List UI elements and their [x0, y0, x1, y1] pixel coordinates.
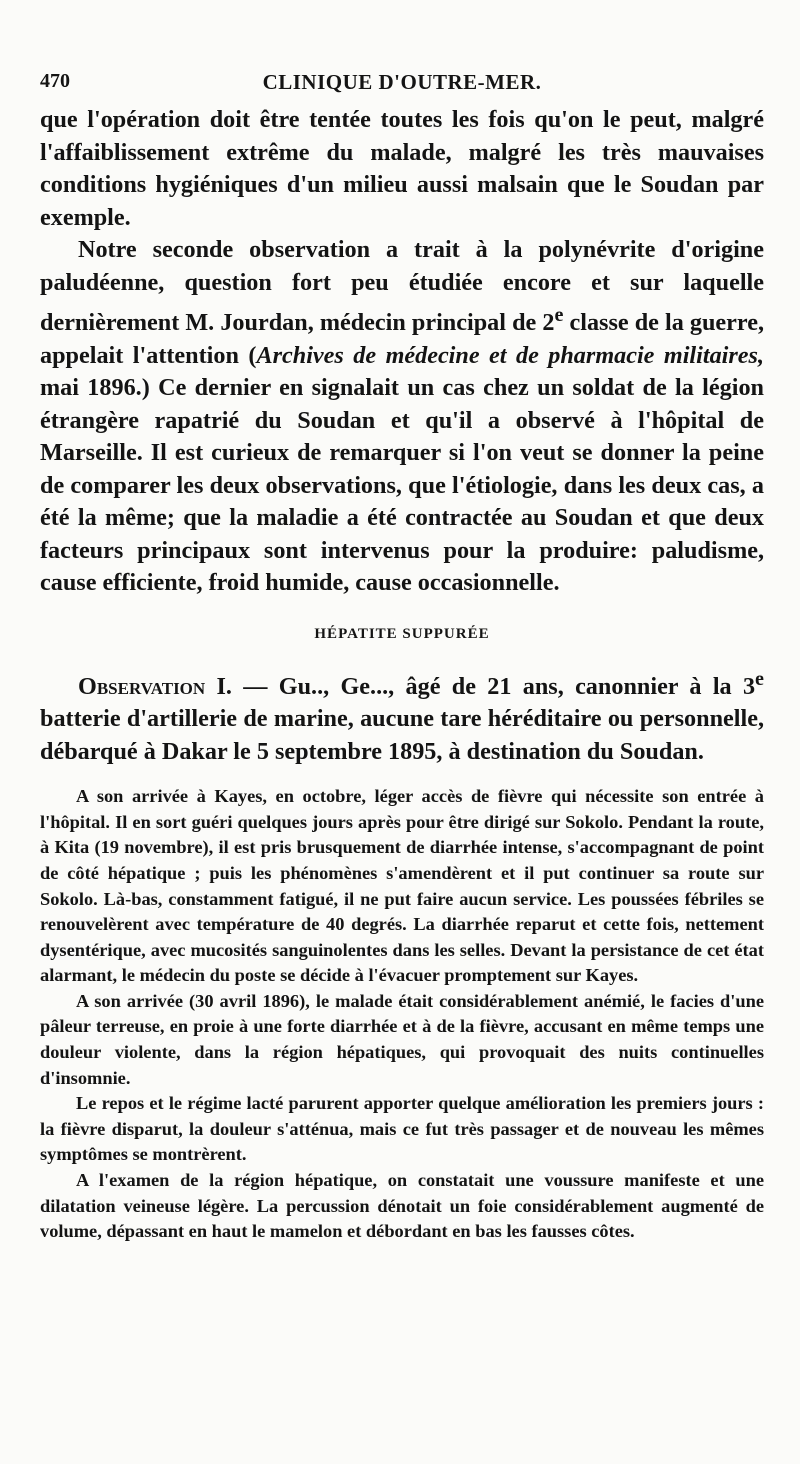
- superscript: e: [554, 304, 564, 326]
- case-notes: [40, 784, 764, 1245]
- journal-title: Archives de médecine et de pharmacie militaires,: [256, 341, 764, 369]
- running-title: CLINIQUE D'OUTRE-MER.: [262, 70, 542, 94]
- section-heading: HÉPATITE SUPPURÉE: [314, 625, 490, 642]
- book-page: [40, 70, 764, 1245]
- paragraph-2-text-c: mai 1896.) Ce dernier en signalait un cas chez un soldat de la légion étrangère rapatrié du Soudan et qu'il a observé à l'hôpital de Marseille. Il est curieux de remarquer si l'on veut se donner la peine de comparer les deux observations, que l'étiologie, dans les deux cas, a été la même; que la maladie a été contractée au Soudan et que deux facteurs principaux sont intervenus pour la produire: paludisme, cause efficiente, froid humide, cause occasionnelle.: [40, 374, 764, 597]
- paragraph-2-text-b: classe de la guerre, appelait l'attention (: [40, 309, 764, 369]
- case-paragraph: A l'examen de la région hépatique, on constatait une voussure manifeste et une dilatation veineuse légère. La percussion dénotait un foie considérablement augmenté de volume, dépassant en haut le mamelon et débordant en bas les fausses côtes.: [40, 1170, 764, 1242]
- paragraph-1: que l'opération doit être tentée toutes les fois qu'on le peut, malgré l'affaiblissement extrême du malade, malgré les très mauvaises conditions hygiéniques d'un milieu aussi malsain que le Soudan par exemple.: [40, 106, 764, 231]
- observation-text-a: — Gu.., Ge..., âgé de 21 ans, canonnier à la 3: [231, 672, 756, 700]
- observation-text-b: batterie d'artillerie de marine, aucune tare héréditaire ou personnelle, débarqué à Dakar le 5 septembre 1895, à destination du Soudan.: [40, 705, 764, 765]
- case-paragraph: A son arrivée à Kayes, en octobre, léger accès de fièvre qui nécessite son entrée à l'hôpital. Il en sort guéri quelques jours après pour être dirigé sur Sokolo. Pendant la route, à Kita (19 novembre), il est pris brusquement de diarrhée intense, s'accompagnant de point de côté hépatique ; puis les phénomènes s'amendèrent et il put continuer sa route sur Sokolo. Là-bas, constamment fatigué, il ne put faire aucun service. Les poussées fébriles se renouvelèrent avec température de 40 degrés. La diarrhée reparut et cette fois, nettement dysentérique, avec mucosités sanguinolentes dans les selles. Devant la persistance de cet état alarmant, le médecin du poste se décide à l'évacuer promptement sur Kayes.: [40, 786, 764, 986]
- observation-label: Observation I.: [78, 672, 232, 700]
- page-header: [40, 70, 764, 104]
- observation-intro: [40, 663, 764, 769]
- case-paragraph: Le repos et le régime lacté parurent apporter quelque amélioration les premiers jours : la fièvre disparut, la douleur s'atténua, mais ce fut très passager et de nouveau les mêmes symptômes se montrèrent.: [40, 1093, 764, 1165]
- superscript: e: [755, 667, 764, 690]
- paragraph-2: [40, 234, 764, 600]
- case-paragraph: A son arrivée (30 avril 1896), le malade était considérablement anémié, le facies d'une pâleur terreuse, en proie à une forte diarrhée et à de la fièvre, accusant en même temps une douleur violente, dans la région hépatiques, qui provoquait des nuits continuelles d'insomnie.: [40, 990, 764, 1088]
- paragraph-2-text-a: Notre seconde observation a trait à la polynévrite d'origine paludéenne, question fort peu étudiée encore et sur laquelle dernièrement M. Jourdan, médecin principal de 2: [40, 236, 764, 337]
- page-number: 470: [40, 70, 70, 92]
